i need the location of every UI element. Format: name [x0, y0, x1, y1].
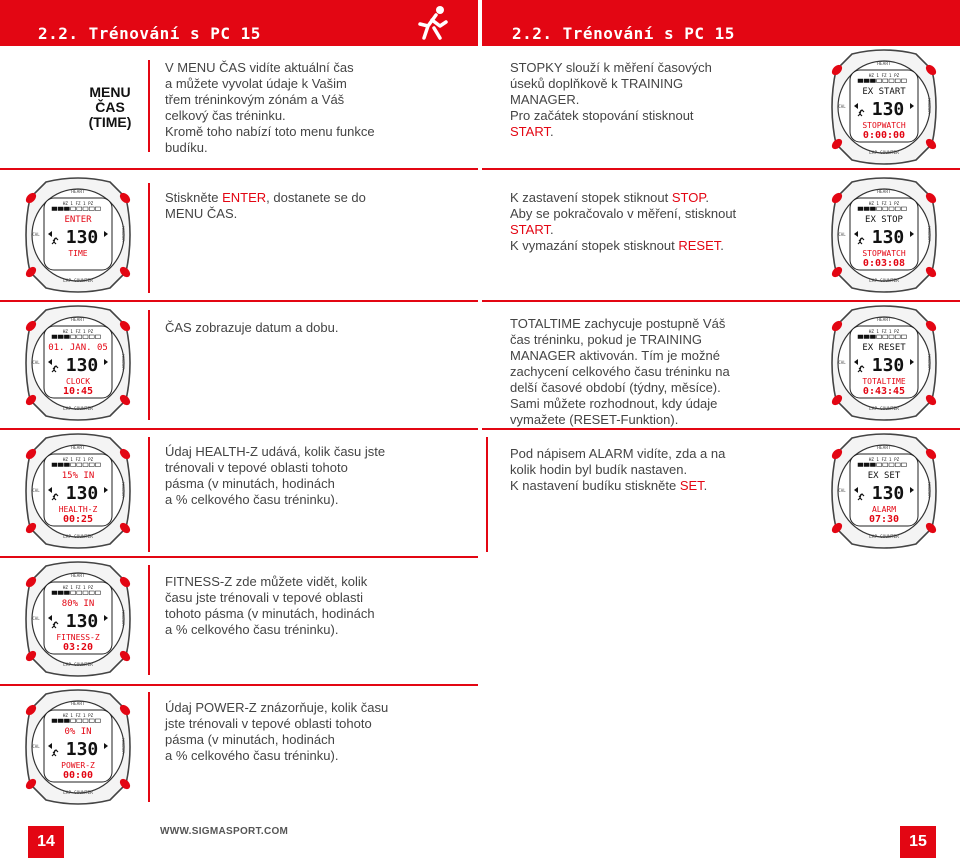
zone-labels: HZ 1 FZ 1 PZ [868, 329, 900, 334]
zone-bar-segment [52, 591, 57, 595]
text-span: Stiskněte [165, 190, 223, 205]
paragraph-line: tohoto pásma (v minutách, hodinách [165, 606, 375, 621]
paragraph-line: Údaj HEALTH-Z udává, kolik času jste [165, 444, 386, 459]
paragraph-line: MANAGER aktivován. Tím je možné [510, 348, 720, 363]
cal-label: CAL [838, 232, 846, 237]
zone-bar-segment [877, 463, 882, 467]
paragraph-line: budíku. [165, 140, 208, 155]
lcd-heart-rate: 130 [871, 483, 905, 504]
cal-label: CAL [32, 360, 40, 365]
lcd-value: 03:20 [62, 642, 94, 653]
manager-label: MANAGER [121, 226, 125, 242]
paragraph-clock [165, 320, 338, 336]
zone-bar-segment [901, 79, 906, 83]
zone-bar-segment [58, 335, 63, 339]
footer-url: WWW.SIGMASPORT.COM [160, 826, 289, 837]
button-keyword: ENTER [222, 190, 267, 205]
zone-bar-segment [864, 207, 869, 211]
lcd-top-line: EX SET [867, 471, 901, 481]
zone-bar-segment [77, 591, 82, 595]
lcd-heart-rate: 130 [65, 355, 99, 376]
zone-bar-segment [901, 463, 906, 467]
lcd-mode-label: STOPWATCH [862, 249, 906, 258]
text-span: . [705, 190, 709, 205]
paragraph-line: třem tréninkovým zónám a Váš [165, 92, 345, 107]
paragraph-totaltime [510, 316, 730, 428]
lap-counter-label: LAP COUNTER [869, 279, 899, 284]
paragraph-line [510, 190, 736, 206]
manager-label: MANAGER [927, 226, 931, 242]
zone-bar-segment [864, 463, 869, 467]
zone-labels: HZ 1 FZ 1 PZ [62, 201, 94, 206]
zone-bar-segment [58, 463, 63, 467]
paragraph-line: Pro začátek stopování stisknout [510, 108, 694, 123]
lcd-top-line: 15% IN [61, 471, 95, 481]
section-divider [482, 428, 960, 430]
cal-label: CAL [32, 616, 40, 621]
paragraph-line: ČAS zobrazuje datum a dobu. [165, 320, 339, 335]
paragraph-line: STOPKY slouží k měření časových [510, 60, 712, 75]
section-divider [0, 556, 478, 558]
lcd-mode-label: STOPWATCH [862, 121, 906, 130]
zone-bar-segment [870, 463, 875, 467]
lcd-heart-rate: 130 [65, 483, 99, 504]
text-span: K vymazání stopek stisknout [510, 238, 679, 253]
paragraph-health-z [165, 444, 385, 508]
lcd-value: 0:43:45 [862, 386, 906, 397]
zone-bar-segment [95, 463, 100, 467]
zone-bar-segment [858, 79, 863, 83]
zone-bar-segment [77, 207, 82, 211]
lcd-mode-label: TOTALTIME [862, 377, 906, 386]
heart-label: HEART [71, 446, 85, 451]
paragraph-line: MENU ČAS. [165, 206, 238, 221]
zone-bar-segment [883, 335, 888, 339]
manager-label: MANAGER [121, 482, 125, 498]
manager-label: MANAGER [927, 98, 931, 114]
zone-bar-segment [83, 591, 88, 595]
heart-label: HEART [71, 574, 85, 579]
lcd-top-line: EX START [862, 87, 906, 97]
watch-face [22, 176, 134, 294]
paragraph-line: V MENU ČAS vidíte aktuální čas [165, 60, 354, 75]
heart-label: HEART [877, 318, 891, 323]
paragraph-line: pásma (v minutách, hodinách [165, 732, 335, 747]
text-span: . [720, 238, 724, 253]
paragraph-line: FITNESS-Z zde můžete vidět, kolik [165, 574, 368, 589]
lcd-heart-rate: 130 [871, 355, 905, 376]
section-title-right: 2.2. Trénování s PC 15 [512, 24, 735, 43]
lcd-value: 0:03:08 [862, 258, 906, 269]
lcd-top-line: 80% IN [61, 599, 95, 609]
paragraph-line [510, 238, 736, 254]
paragraph-enter [165, 190, 366, 222]
zone-bar-segment [83, 335, 88, 339]
menu-label [60, 85, 160, 130]
zone-bar-segment [64, 463, 69, 467]
section-separator [148, 183, 150, 293]
zone-bar-segment [64, 207, 69, 211]
watch-display-totaltime [828, 304, 940, 427]
zone-bar-segment [64, 719, 69, 723]
manager-label: MANAGER [927, 482, 931, 498]
section-separator [148, 60, 150, 152]
watch-display-stopwatch-start [828, 48, 940, 171]
heart-label: HEART [877, 62, 891, 67]
cal-label: CAL [838, 360, 846, 365]
zone-bar-segment [52, 463, 57, 467]
cal-label: CAL [838, 104, 846, 109]
paragraph-alarm [510, 446, 725, 494]
runner-icon [410, 4, 456, 42]
lap-counter-label: LAP COUNTER [63, 535, 93, 540]
zone-labels: HZ 1 FZ 1 PZ [62, 329, 94, 334]
paragraph-line: Údaj POWER-Z znázorňuje, kolik času [165, 700, 389, 715]
zone-bar-segment [889, 79, 894, 83]
lcd-mode-label: ALARM [871, 505, 897, 514]
watch-display-power-z [22, 688, 134, 811]
watch-face [22, 432, 134, 550]
lcd-top-line: ENTER [64, 215, 92, 225]
zone-bar-segment [895, 335, 900, 339]
zone-bar-segment [71, 591, 76, 595]
watch-face [22, 560, 134, 678]
paragraph-line [510, 222, 736, 238]
watch-display-health-z [22, 432, 134, 555]
menu-label-line: ČAS [95, 99, 125, 115]
section-divider [0, 300, 478, 302]
paragraph-line: MANAGER. [510, 92, 580, 107]
paragraph-menu-time [165, 60, 375, 156]
zone-labels: HZ 1 FZ 1 PZ [868, 73, 900, 78]
zone-bar-segment [52, 207, 57, 211]
zone-bar-segment [858, 463, 863, 467]
button-keyword: RESET [678, 238, 721, 253]
zone-bar-segment [877, 335, 882, 339]
paragraph-line: a můžete vyvolat údaje k Vašim [165, 76, 347, 91]
zone-bar-segment [877, 207, 882, 211]
zone-bar-segment [89, 591, 94, 595]
cal-label: CAL [838, 488, 846, 493]
zone-bar-segment [889, 463, 894, 467]
zone-bar-segment [870, 335, 875, 339]
zone-bar-segment [858, 207, 863, 211]
section-divider [482, 300, 960, 302]
header-bar-right [482, 0, 960, 46]
text-span: K zastavení stopek stiknout [510, 190, 672, 205]
zone-bar-segment [83, 719, 88, 723]
zone-labels: HZ 1 FZ 1 PZ [62, 585, 94, 590]
zone-bar-segment [58, 719, 63, 723]
zone-bar-segment [89, 463, 94, 467]
zone-bar-segment [883, 79, 888, 83]
zone-bar-segment [889, 207, 894, 211]
paragraph-line: delší časové období (týdny, měsíce). [510, 380, 721, 395]
zone-bar-segment [77, 335, 82, 339]
lcd-top-line: EX RESET [862, 343, 906, 353]
lcd-top-line: EX STOP [865, 215, 903, 225]
lap-counter-label: LAP COUNTER [63, 279, 93, 284]
lcd-heart-rate: 130 [65, 611, 99, 632]
section-separator [486, 437, 488, 552]
section-separator [148, 437, 150, 552]
lcd-value: 0:00:00 [862, 130, 906, 141]
zone-bar-segment [864, 79, 869, 83]
paragraph-line: vymažete (RESET-Funktion). [510, 412, 679, 427]
heart-label: HEART [71, 190, 85, 195]
lap-counter-label: LAP COUNTER [869, 407, 899, 412]
section-separator [148, 565, 150, 675]
lap-counter-label: LAP COUNTER [63, 407, 93, 412]
manager-label: MANAGER [927, 354, 931, 370]
watch-display-enter [22, 176, 134, 299]
section-divider [0, 168, 478, 170]
lcd-value: 10:45 [62, 386, 94, 397]
lcd-value: 00:00 [62, 770, 94, 781]
zone-labels: HZ 1 FZ 1 PZ [62, 713, 94, 718]
paragraph-line: a % celkového času tréninku). [165, 622, 339, 637]
paragraph-line: pásma (v minutách, hodinách [165, 476, 335, 491]
manager-label: MANAGER [121, 610, 125, 626]
cal-label: CAL [32, 232, 40, 237]
lcd-mode-label: POWER-Z [61, 761, 95, 770]
menu-label-line: MENU [89, 84, 131, 100]
paragraph-line: Kromě toho nabízí toto menu funkce [165, 124, 375, 139]
paragraph-line: úseků doplňkově k TRAINING [510, 76, 684, 91]
zone-bar-segment [89, 335, 94, 339]
watch-face [22, 304, 134, 422]
heart-label: HEART [877, 190, 891, 195]
paragraph-line: zachycení celkového času tréninku na [510, 364, 730, 379]
zone-bar-segment [883, 463, 888, 467]
zone-bar-segment [71, 463, 76, 467]
zone-bar-segment [883, 207, 888, 211]
paragraph-line [165, 190, 366, 206]
lcd-value: 07:30 [868, 514, 900, 525]
lcd-top-line: 0% IN [64, 727, 92, 737]
zone-bar-segment [52, 335, 57, 339]
lcd-mode-label: FITNESS-Z [56, 633, 100, 642]
section-divider [0, 684, 478, 686]
zone-bar-segment [858, 335, 863, 339]
zone-bar-segment [89, 207, 94, 211]
watch-face [22, 688, 134, 806]
section-separator [148, 310, 150, 420]
zone-bar-segment [95, 207, 100, 211]
paragraph-line: kolik hodin byl budík nastaven. [510, 462, 688, 477]
text-span: , dostanete se do [266, 190, 366, 205]
paragraph-line: a % celkového času tréninku). [165, 748, 339, 763]
paragraph-stopwatch [510, 60, 712, 140]
zone-labels: HZ 1 FZ 1 PZ [62, 457, 94, 462]
zone-bar-segment [58, 207, 63, 211]
zone-bar-segment [95, 719, 100, 723]
zone-bar-segment [71, 207, 76, 211]
heart-label: HEART [71, 318, 85, 323]
heart-label: HEART [877, 446, 891, 451]
paragraph-power-z [165, 700, 388, 764]
zone-bar-segment [95, 335, 100, 339]
paragraph-line: celkový čas tréninku. [165, 108, 286, 123]
page-number-right: 15 [900, 826, 936, 858]
watch-display-clock [22, 304, 134, 427]
zone-bar-segment [71, 719, 76, 723]
text-span: . [549, 222, 554, 237]
zone-bar-segment [895, 79, 900, 83]
button-keyword: SET [679, 478, 704, 493]
cal-label: CAL [32, 488, 40, 493]
manager-label: MANAGER [121, 354, 125, 370]
text-span: K nastavení budíku stiskněte [510, 478, 680, 493]
paragraph-line: Sami můžete rozhodnout, kdy údaje [510, 396, 718, 411]
zone-bar-segment [83, 463, 88, 467]
paragraph-line: trénovali v tepové oblasti tohoto [165, 460, 348, 475]
zone-bar-segment [64, 335, 69, 339]
zone-bar-segment [77, 463, 82, 467]
paragraph-line: Aby se pokračovalo v měření, stisknout [510, 206, 737, 221]
button-keyword: START [510, 222, 550, 237]
page-number-left: 14 [28, 826, 64, 858]
lcd-heart-rate: 130 [871, 99, 905, 120]
zone-bar-segment [95, 591, 100, 595]
zone-labels: HZ 1 FZ 1 PZ [868, 201, 900, 206]
paragraph-line: Pod nápisem ALARM vidíte, zda a na [510, 446, 726, 461]
zone-labels: HZ 1 FZ 1 PZ [868, 457, 900, 462]
lcd-mode-label: HEALTH-Z [58, 505, 98, 514]
paragraph-line: času jste trénovali v tepové oblasti [165, 590, 363, 605]
lcd-mode-label: TIME [68, 249, 88, 258]
paragraph-line: a % celkového času tréninku). [165, 492, 339, 507]
zone-bar-segment [895, 463, 900, 467]
button-keyword: START [510, 124, 550, 139]
watch-display-alarm [828, 432, 940, 555]
text-span: . [703, 478, 708, 493]
page-gutter [479, 46, 481, 863]
paragraph-line [510, 478, 725, 494]
paragraph-line: jste trénovali v tepové oblasti tohoto [165, 716, 372, 731]
heart-label: HEART [71, 702, 85, 707]
header-bar-left [0, 0, 478, 46]
zone-bar-segment [71, 335, 76, 339]
section-divider [0, 428, 478, 430]
zone-bar-segment [864, 335, 869, 339]
text-span: . [549, 124, 554, 139]
section-separator [148, 692, 150, 802]
paragraph-stop [510, 190, 736, 254]
manager-label: MANAGER [121, 738, 125, 754]
paragraph-fitness-z [165, 574, 375, 638]
button-keyword: STOP [671, 190, 706, 205]
zone-bar-segment [89, 719, 94, 723]
zone-bar-segment [901, 207, 906, 211]
zone-bar-segment [58, 591, 63, 595]
watch-display-stopwatch-stop [828, 176, 940, 299]
lcd-top-line: 01. JAN. 05 [48, 343, 108, 353]
cal-label: CAL [32, 744, 40, 749]
zone-bar-segment [77, 719, 82, 723]
paragraph-line: čas tréninku, pokud je TRAINING [510, 332, 702, 347]
lap-counter-label: LAP COUNTER [63, 663, 93, 668]
menu-label-line: (TIME) [88, 114, 132, 130]
watch-face [828, 432, 940, 550]
zone-bar-segment [901, 335, 906, 339]
lcd-heart-rate: 130 [65, 227, 99, 248]
lap-counter-label: LAP COUNTER [63, 791, 93, 796]
section-title-left: 2.2. Trénování s PC 15 [38, 24, 261, 43]
zone-bar-segment [64, 591, 69, 595]
zone-bar-segment [889, 335, 894, 339]
zone-bar-segment [895, 207, 900, 211]
watch-face [828, 304, 940, 422]
zone-bar-segment [877, 79, 882, 83]
watch-face [828, 48, 940, 166]
lcd-value: 00:25 [62, 514, 94, 525]
zone-bar-segment [52, 719, 57, 723]
paragraph-line: TOTALTIME zachycuje postupně Váš [510, 316, 726, 331]
lcd-heart-rate: 130 [871, 227, 905, 248]
watch-display-fitness-z [22, 560, 134, 683]
zone-bar-segment [83, 207, 88, 211]
lap-counter-label: LAP COUNTER [869, 535, 899, 540]
zone-bar-segment [870, 207, 875, 211]
lcd-heart-rate: 130 [65, 739, 99, 760]
zone-bar-segment [870, 79, 875, 83]
lcd-mode-label: CLOCK [65, 377, 91, 386]
paragraph-line [510, 124, 712, 140]
lap-counter-label: LAP COUNTER [869, 151, 899, 156]
watch-face [828, 176, 940, 294]
